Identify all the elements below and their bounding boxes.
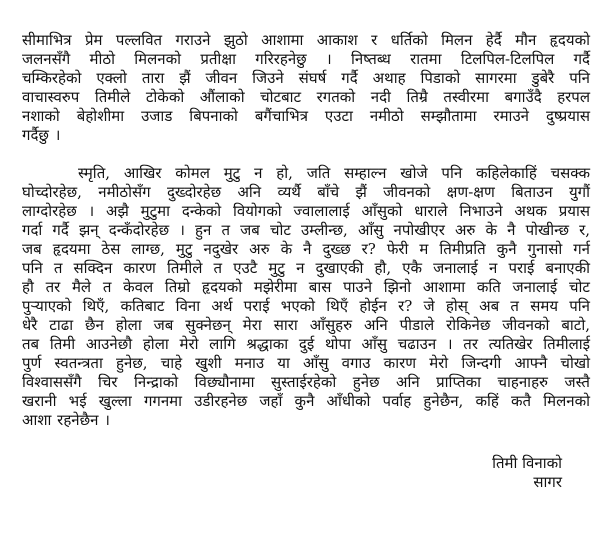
letter-line: पुर्ण स्वतन्त्रता हुनेछ, चाहे खुशी मनाउ या आँसु वगाउ कारण मेरो जिन्दगी आफ्नै चोखो (22, 354, 590, 372)
letter-line: स्मृति, आखिर कोमल मुटु न हो, जति सम्हाल्न खोजे पनि कहिलेकाहिं चसक्क (78, 164, 590, 182)
letter-line: तब तिमी आउनेछौ होला मेरो लागि श्रद्धाका दुई थोपा आँसु चढाउन । तर त्यतिखेर तिमीलाई (22, 335, 590, 353)
signature-line: सागर (533, 473, 562, 491)
letter-line: विश्वाससँगै चिर निन्द्राको विछ्यौनामा सुस्ताईरहेको हुनेछ अनि प्राप्तिका चाहनाहरु जस्तै (22, 373, 590, 391)
letter-line: हौ तर मैले त केवल तिम्रो हृदयको मझेरीमा बास पाउने झिनो आशामा कति जनालाई चोट (22, 278, 590, 296)
letter-line: धेरै टाढा छैन होला जब सुक्नेछन् मेरा सारा आँसुहरु अनि पीडाले रोकिनेछ जीवनको बाटो, (22, 316, 590, 334)
letter-line: गर्दैछु । (22, 126, 61, 144)
paragraph (22, 31, 590, 145)
letter-line: वाचास्वरुप तिमीले टोकेको औंलाको चोटबाट रगतको नदी तिम्रै तस्वीरमा बगाउँदै हरपल (22, 88, 590, 106)
signature-line: तिमी विनाको (492, 454, 562, 472)
signature (22, 454, 590, 492)
letter-line: नशाको बेहोशीमा उजाड बिपनाको बगैंचाभित्र एउटा नमीठो सम्झौतामा रमाउने दुष्प्रयास (22, 107, 590, 125)
paragraph (22, 164, 590, 430)
letter-line: जब हृदयमा ठेस लाग्छ, मुटु नदुखेर अरु के नै दुख्छ र? फेरी म तिमीप्रति कुनै गुनासो गर्न (22, 240, 590, 258)
letter-line: पनि त सक्दिन कारण तिमीले त एउटै मुटु न दुखाएकी हौ, एकै जनालाई न पराई बनाएकी (22, 259, 590, 277)
letter-line: गर्दा गर्दै झन् दन्कँदोरहेछ । हुन त जब चोट उम्लीन्छ, आँसु नपोखीएर अरु के नै पोखीन्छ र, (22, 221, 590, 239)
letter-line: पुर्‍याएको थिएँ, कतिबाट विना अर्थ पराई भएको थिएँ होईन र? जे होस् अब त समय पनि (22, 297, 590, 315)
letter-line: घोच्दोरहेछ, नमीठोसँग दुख्दोरहेछ अनि व्यर्थै बाँचे झैं जीवनको क्षण-क्षण बिताउन युगौं (22, 183, 590, 201)
letter-body (22, 31, 590, 430)
letter-line: लाग्दोरहेछ । अझै मुटुमा दन्केको वियोगको ज्वालालाई आँसुको धाराले निभाउने अथक प्रयास (22, 202, 590, 220)
letter-line: खरानी भई खुल्ला गगनमा उडीरहनेछ जहाँ कुनै आँधीको पर्वाह हुनेछैन, कहिं कतै मिलनको (22, 392, 590, 410)
letter-line: चम्किरहेको एक्लो तारा झैं जीवन जिउने संघर्ष गर्दै अथाह पिडाको सागरमा डुबेरै पनि (22, 69, 590, 87)
letter-line: सीमाभित्र प्रेम पल्लवित गराउने झुठो आशामा आकाश र धर्तिको मिलन हेर्दै मौन हृदयको (22, 31, 590, 49)
letter-line: आशा रहनेछैन । (22, 411, 110, 429)
letter-line: जलनसँगै मीठो मिलनको प्रतीक्षा गरिरहनेछु । निष्तब्ध रातमा टिलपिल-टिलपिल गर्दै (22, 50, 590, 68)
